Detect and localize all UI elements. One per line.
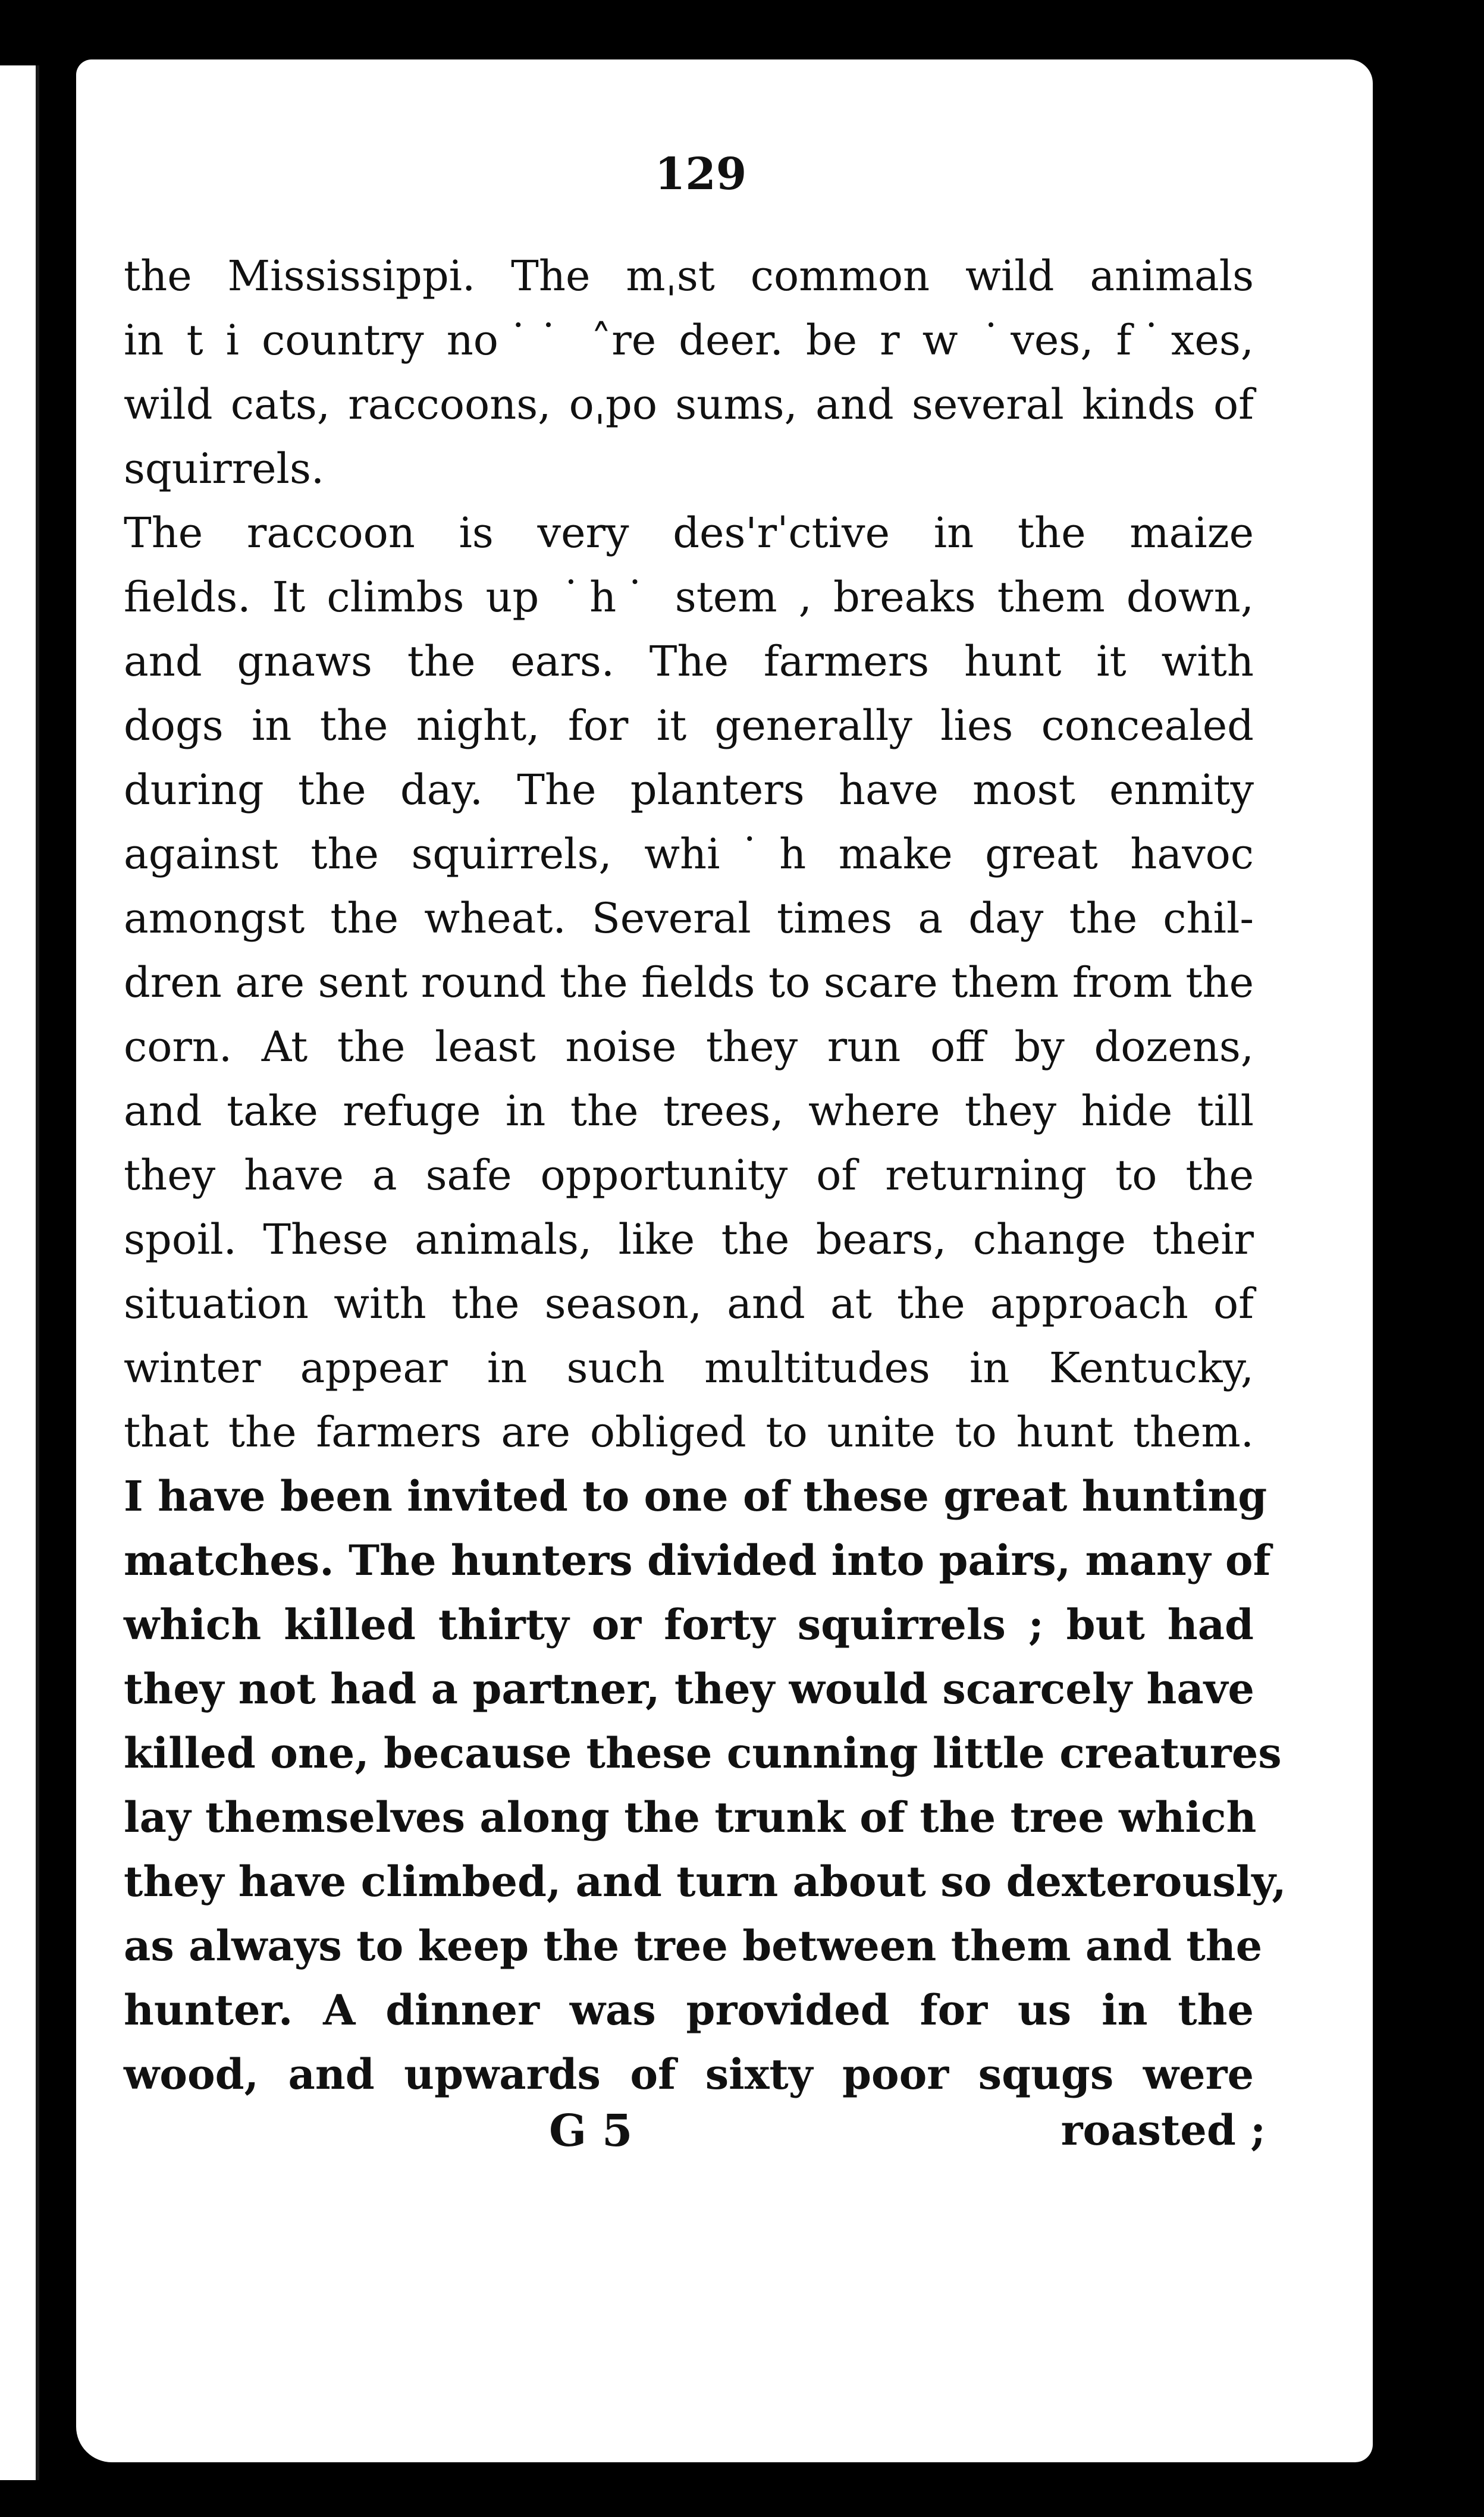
text-line: and take refuge in the trees, where they hide till [124, 1087, 1254, 1135]
text-line: amongst the wheat. Several times a day the chil- [124, 894, 1254, 943]
text-line: killed one, because these cunning little creatures [124, 1728, 1282, 1778]
text-line: during the day. The planters have most enmity [124, 765, 1254, 814]
signature-mark: G 5 [549, 2105, 633, 2157]
text-line: matches. The hunters divided into pairs, many of [124, 1536, 1271, 1585]
text-line: they have climbed, and turn about so dexterously, [124, 1857, 1287, 1906]
book-page [76, 59, 1373, 2462]
text-line: lay themselves along the trunk of the tree which [124, 1793, 1257, 1842]
text-line: dren are sent round the fields to scare them from the [124, 958, 1254, 1007]
adjacent-page-edge [0, 65, 39, 2480]
text-line: spoil. These animals, like the bears, change their [124, 1215, 1254, 1264]
catchword: roasted ; [1061, 2105, 1266, 2155]
text-line: corn. At the least noise they run off by dozens, [124, 1022, 1254, 1071]
text-line: dogs in the night, for it generally lies concealed [124, 701, 1254, 750]
text-line: squirrels. [124, 444, 325, 493]
text-line: situation with the season, and at the approach of [124, 1279, 1254, 1328]
text-line: and gnaws the ears. The farmers hunt it with [124, 637, 1254, 686]
text-line: I have been invited to one of these great hunting [124, 1471, 1267, 1521]
text-line: they not had a partner, they would scarcely have [124, 1664, 1254, 1713]
text-line: The raccoon is very des'rˈctive in the maize [124, 509, 1254, 557]
text-line: hunter. A dinner was provided for us in the [124, 1985, 1254, 2035]
text-line: in t i country no˙˙ ˄re deer. be r w ˙ves, f˙xes, [124, 316, 1254, 365]
text-line: as always to keep the tree between them and the [124, 1921, 1263, 1970]
text-line: winter appear in such multitudes in Kentucky, [124, 1344, 1254, 1392]
body-text [124, 244, 1287, 2107]
text-line: they have a safe opportunity of returning to the [124, 1151, 1254, 1200]
text-line: wood, and upwards of sixty poor squgs were [124, 2050, 1254, 2099]
text-line: that the farmers are obliged to unite to hunt them. [124, 1408, 1254, 1457]
text-line: fields. It climbs up ˙h˙ stem , breaks them down, [124, 573, 1254, 622]
text-line: which killed thirty or forty squirrels ; but had [124, 1600, 1254, 1649]
text-line: the Mississippi. The mˌst common wild animals [124, 252, 1254, 300]
page-number: 129 [654, 149, 747, 200]
text-line: against the squirrels, whi˙h make great havoc [124, 830, 1254, 878]
text-line: wild cats, raccoons, oˌpo sums, and several kinds of [124, 380, 1254, 429]
